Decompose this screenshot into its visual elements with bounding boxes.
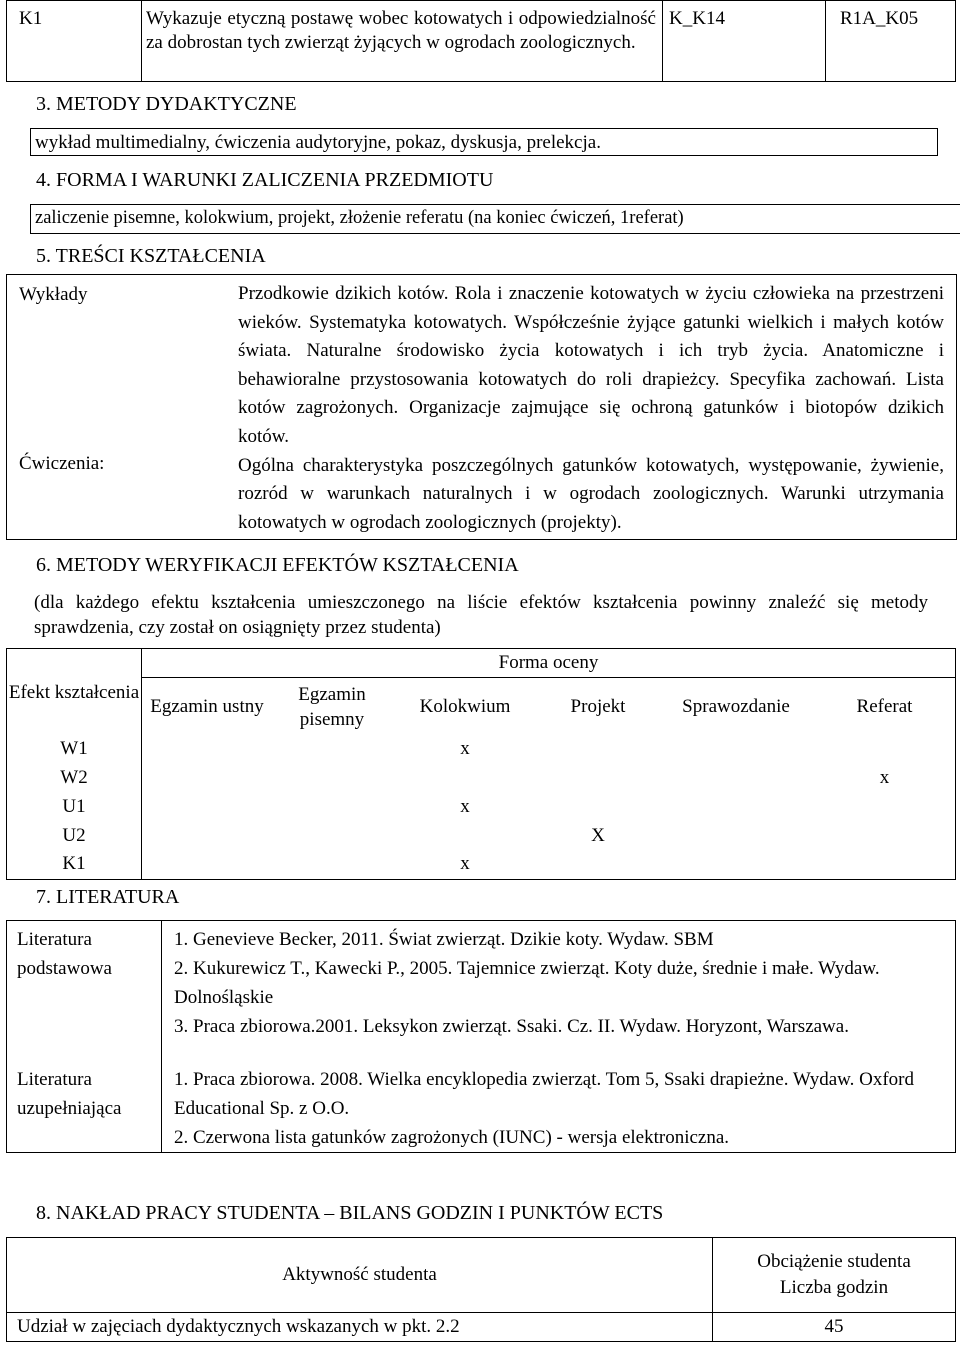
mark-cell bbox=[814, 792, 956, 821]
supplementary-literature-label: Literatura uzupełniająca bbox=[17, 1069, 122, 1119]
effect-cell: U2 bbox=[7, 821, 142, 850]
table-row bbox=[7, 1065, 956, 1153]
mark-cell: x bbox=[879, 766, 890, 788]
load-header-line2: Liczba godzin bbox=[779, 1277, 889, 1298]
table-row bbox=[7, 821, 956, 850]
mark-cell bbox=[142, 763, 273, 792]
mark-cell bbox=[142, 735, 273, 763]
direction-effect-code: K_K14 bbox=[663, 1, 826, 82]
mark-cell bbox=[814, 735, 956, 763]
verification-table bbox=[6, 648, 956, 880]
effect-cell: U1 bbox=[7, 792, 142, 821]
column-header: Egzamin pisemny bbox=[298, 683, 366, 730]
mark-cell bbox=[538, 850, 658, 879]
activity-column-header: Aktywność studenta bbox=[7, 1238, 713, 1313]
table-row bbox=[7, 1, 956, 82]
activity-cell: Udział w zajęciach dydaktycznych wskazanych w pkt. 2.2 bbox=[7, 1313, 713, 1342]
lectures-text: Przodkowie dzikich kotów. Rola i znaczenie kotowatych w życiu człowieka na przestrzeni wieków. Systematyka kotowatych. Współcześnie żyjące gatunki wielkich i małych kotów świata. Naturalne środowisko życia kotowatych i ich tryb życia. Anatomiczne i behawioralne przystosowania kotowatych do roli drapieżcy. Specyfika zachowań. Lista kotów zagrożonych. Organizacje zajmujące się ochroną gatunków i biotopów dzikich kotów. bbox=[238, 283, 944, 447]
assessment-form-group-header: Forma oceny bbox=[142, 649, 956, 678]
column-header: Projekt bbox=[570, 695, 626, 717]
mark-cell bbox=[658, 850, 814, 879]
basic-literature-list bbox=[162, 921, 956, 1066]
mark-cell bbox=[142, 792, 273, 821]
table-row bbox=[7, 850, 956, 879]
column-header: Sprawozdanie bbox=[682, 695, 790, 717]
table-row bbox=[7, 1313, 956, 1342]
section5-heading: 5. TREŚCI KSZTAŁCENIA bbox=[36, 245, 266, 267]
effect-column-header: Efekt kształcenia bbox=[7, 649, 142, 736]
table-row bbox=[7, 275, 957, 452]
verification-note: (dla każdego efektu kształcenia umieszczonego na liście efektów kształcenia powinny znaleźć się metody sprawdzenia, czy został on osiągnięty przez studenta) bbox=[34, 592, 928, 638]
mark-cell bbox=[814, 850, 956, 879]
mark-cell bbox=[658, 792, 814, 821]
literature-item: 2. Kukurewicz T., Kawecki P., 2005. Tajemnice zwierząt. Koty duże, średnie i małe. Wydaw. Dolnośląskie bbox=[174, 958, 880, 1008]
outcome-code: K1 bbox=[7, 1, 142, 82]
section8-heading: 8. NAKŁAD PRACY STUDENTA – BILANS GODZIN I PUNKTÓW ECTS bbox=[36, 1202, 664, 1224]
mark-cell bbox=[142, 850, 273, 879]
literature-item: 2. Czerwona lista gatunków zagrożonych (IUNC) - wersja elektroniczna. bbox=[174, 1127, 730, 1148]
literature-item: 1. Genevieve Becker, 2011. Świat zwierząt. Dzikie koty. Wydaw. SBM bbox=[174, 929, 714, 950]
mark-cell bbox=[538, 763, 658, 792]
teaching-methods-box bbox=[30, 128, 938, 156]
mark-cell bbox=[658, 763, 814, 792]
table-row bbox=[7, 763, 956, 792]
load-column-header bbox=[713, 1238, 956, 1313]
workload-table bbox=[6, 1237, 956, 1342]
mark-cell bbox=[272, 735, 392, 763]
table-header-row bbox=[7, 649, 956, 678]
mark-cell bbox=[272, 763, 392, 792]
mark-cell bbox=[142, 821, 273, 850]
table-row bbox=[7, 452, 957, 540]
supplementary-literature-list bbox=[162, 1065, 956, 1153]
table-row bbox=[7, 735, 956, 763]
exercises-label: Ćwiczenia: bbox=[19, 452, 105, 474]
mark-cell bbox=[814, 821, 956, 850]
mark-cell: x bbox=[460, 853, 470, 875]
basic-literature-label: Literatura podstawowa bbox=[17, 929, 112, 979]
effect-cell: W1 bbox=[7, 735, 142, 763]
table-row bbox=[7, 792, 956, 821]
lectures-label: Wykłady bbox=[19, 284, 88, 305]
section4-heading: 4. FORMA I WARUNKI ZALICZENIA PRZEDMIOTU bbox=[36, 169, 494, 191]
mark-cell: x bbox=[460, 738, 470, 760]
column-header: Kolokwium bbox=[419, 695, 511, 717]
learning-outcome-table bbox=[6, 0, 956, 82]
literature-item: 1. Praca zbiorowa. 2008. Wielka encyklopedia zwierząt. Tom 5, Ssaki drapieżne. Wydaw. Oxford Educational Sp. z O.O. bbox=[174, 1069, 914, 1119]
assessment-form-box bbox=[30, 204, 960, 234]
column-header: Referat bbox=[856, 695, 913, 717]
content-table bbox=[6, 274, 957, 540]
mark-cell bbox=[538, 735, 658, 763]
outcome-description: Wykazuje etyczną postawę wobec kotowatych i odpowiedzialność za dobrostan tych zwierząt żyjących w ogrodach zoologicznych. bbox=[142, 1, 663, 82]
load-header-line1: Obciążenie studenta bbox=[757, 1251, 911, 1272]
assessment-form-text: zaliczenie pisemne, kolokwium, projekt, złożenie referatu (na koniec ćwiczeń, 1referat) bbox=[35, 208, 684, 228]
mark-cell bbox=[272, 792, 392, 821]
column-header: Egzamin ustny bbox=[150, 696, 264, 717]
mark-cell bbox=[658, 735, 814, 763]
table-header-row bbox=[7, 678, 956, 736]
mark-cell bbox=[272, 821, 392, 850]
section6-heading: 6. METODY WERYFIKACJI EFEKTÓW KSZTAŁCENIA bbox=[36, 554, 519, 576]
effect-cell: W2 bbox=[7, 763, 142, 792]
mark-cell bbox=[538, 792, 658, 821]
mark-cell: x bbox=[460, 795, 470, 817]
exercises-text: Ogólna charakterystyka poszczególnych gatunków kotowatych, występowanie, żywienie, rozród w warunkach naturalnych i w ogrodach zoologicznych. Warunki utrzymania kotowatych w ogrodach zoologicznych (projekty). bbox=[238, 454, 944, 533]
mark-cell bbox=[658, 821, 814, 850]
hours-cell: 45 bbox=[713, 1313, 956, 1342]
mark-cell bbox=[392, 821, 538, 850]
effect-cell: K1 bbox=[7, 850, 142, 879]
literature-table bbox=[6, 920, 956, 1153]
section7-heading: 7. LITERATURA bbox=[36, 886, 180, 908]
area-effect-code: R1A_K05 bbox=[826, 1, 956, 82]
literature-item: 3. Praca zbiorowa.2001. Leksykon zwierząt. Ssaki. Cz. II. Wydaw. Horyzont, Warszawa. bbox=[174, 1016, 849, 1037]
teaching-methods-text: wykład multimedialny, ćwiczenia audytoryjne, pokaz, dyskusja, prelekcja. bbox=[35, 132, 601, 153]
table-row bbox=[7, 921, 956, 1066]
mark-cell: X bbox=[591, 824, 605, 846]
mark-cell bbox=[392, 763, 538, 792]
mark-cell bbox=[272, 850, 392, 879]
table-header-row bbox=[7, 1238, 956, 1313]
section3-heading: 3. METODY DYDAKTYCZNE bbox=[36, 93, 297, 115]
